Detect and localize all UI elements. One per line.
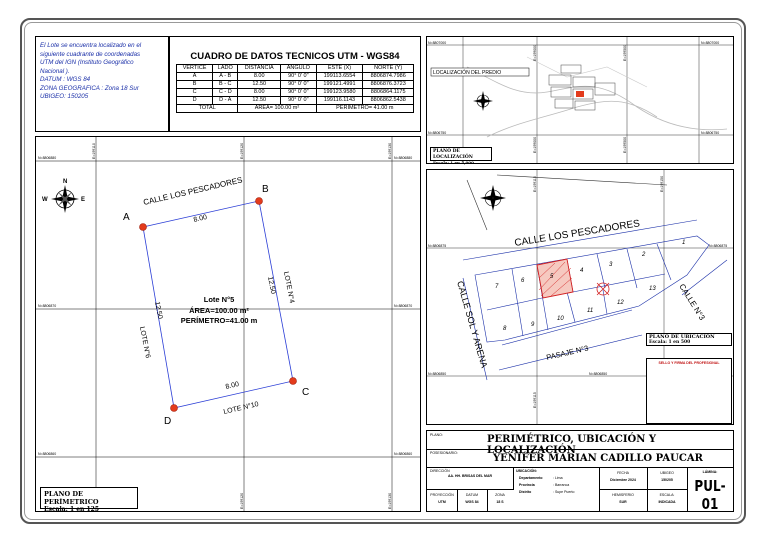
proy-value: UTM [438, 500, 446, 504]
hemi-cell [599, 489, 648, 511]
title-block [426, 430, 734, 512]
grid-label: N=8806870 [38, 304, 57, 308]
table-cell: 12.50 [238, 97, 281, 105]
table-cell: 90° 0' 0" [281, 73, 317, 81]
grid-label: E=199000 [533, 44, 537, 61]
table-cell: D - A [213, 97, 238, 105]
table-cell: 90° 0' 0" [281, 89, 317, 97]
perimeter-plan-panel [35, 136, 421, 512]
table-cell: 90° 0' 0" [281, 81, 317, 89]
lot-number: 12 [617, 300, 624, 306]
table-cell: 8806864.1175 [363, 89, 414, 97]
lot-polygon [143, 201, 293, 408]
grid-label: E=199150 [660, 175, 664, 192]
highlighted-lot [537, 259, 573, 298]
ubicacion-north-arrow-icon [480, 185, 506, 211]
header-cell: NORTE (Y) [363, 65, 414, 73]
grid-label: E=199130 [388, 142, 392, 159]
ubigeo-label: UBIGEO [660, 471, 674, 475]
table-cell: A [177, 73, 213, 81]
lot-number: 7 [495, 284, 499, 290]
table-cell: 199113.6554 [316, 73, 363, 81]
lot-number: 13 [649, 286, 656, 292]
dep-value: : Lima [553, 476, 563, 480]
plano-value: PERIMÉTRICO, UBICACIÓN Y LOCALIZACIÓN [487, 434, 656, 456]
grid-label: E=199000 [533, 136, 537, 153]
prov-value: : Barranca [553, 483, 570, 487]
table-cell: 199116.1143 [316, 97, 363, 105]
header-cell: ESTE (X) [316, 65, 363, 73]
grid-label: E=199115 [533, 176, 537, 192]
table-row [177, 73, 414, 81]
zona-label: ZONA [495, 493, 505, 497]
location-north-arrow-icon [473, 91, 493, 111]
fecha-value: Diciembre 2024 [610, 478, 636, 482]
ubigeo-value: 150205 [661, 478, 673, 482]
utm-table [176, 64, 414, 113]
grid-label: E=199500 [623, 44, 627, 61]
data-table-panel [169, 36, 421, 132]
lot-number: 1 [682, 240, 686, 246]
target-marker-icon [597, 283, 609, 295]
table-row [177, 81, 414, 89]
perimeter-plan-title-box [40, 487, 138, 513]
ubicacion-plan-panel [426, 169, 734, 425]
grid-label: N=8806860 [394, 452, 413, 456]
grid-label: E=199130 [388, 492, 392, 509]
prov-label: Provincia [519, 483, 535, 487]
header-cell: ANGULO [281, 65, 317, 73]
datum-cell [457, 489, 488, 511]
grid-label: N=8806850 [428, 372, 447, 376]
dep-label: Departamento [519, 476, 543, 480]
vertex-label: D [164, 416, 172, 427]
vertex-d-marker [171, 405, 178, 412]
dist-label: Distrito [519, 490, 532, 494]
direccion-value: AA. HH. BRISAS DEL MAR [447, 474, 493, 478]
table-cell: A - B [213, 73, 238, 81]
grid-label: N=8806860 [38, 452, 57, 456]
plano-label: PLANO: [430, 433, 443, 437]
north-arrow-icon [42, 179, 85, 213]
perimeter-plan-title: PLANO DE PERÍMETRICO [44, 490, 99, 506]
direccion-label: DIRECCIÓN [430, 469, 450, 473]
street-label: CALLE LOS PESCADORES [142, 175, 244, 207]
grid-label: N=8806870 [394, 304, 413, 308]
distance-label: 12.50 [266, 276, 277, 295]
grid-label: E=199500 [623, 136, 627, 153]
west-label: W [42, 197, 48, 203]
location-plan-drawing [427, 37, 733, 163]
distance-label: 12.50 [153, 301, 164, 320]
direccion-cell [427, 467, 514, 490]
vertex-label: A [123, 212, 130, 223]
north-label: N [63, 179, 68, 185]
fecha-label: FECHA [617, 471, 629, 475]
signature-label: SELLO Y FIRMA DEL PROFESIONAL [658, 361, 720, 365]
lot-number: 6 [521, 278, 525, 284]
note-line: DATUM : WGS 84 [40, 76, 91, 83]
location-label: LOCALIZACIÓN DEL PREDIO [433, 70, 502, 76]
table-cell: 8806876.3723 [363, 81, 414, 89]
table-cell: 8.00 [238, 73, 281, 81]
ubicacion-plan-scale: Escala: 1 en 500 [649, 340, 691, 345]
lot-area: ÁREA=100.00 m² [189, 306, 249, 315]
grid-label: E=199110 [92, 143, 96, 159]
table-header-row [177, 65, 414, 73]
table-cell: 199121.4991 [316, 81, 363, 89]
lot-number: 5 [550, 274, 554, 280]
street-label: CALLE N°3 [677, 282, 707, 322]
table-cell: 12.50 [238, 81, 281, 89]
proy-label: PROYECCIÓN [430, 493, 454, 497]
table-row [177, 97, 414, 105]
street-label: CALLE LOS PESCADORES [513, 218, 641, 249]
ubicacion-plan-title-box [646, 333, 732, 346]
location-plan-title-box [430, 147, 492, 165]
location-marker [576, 91, 584, 97]
escala-label: ESCALA: [659, 493, 675, 497]
datum-value: WGS 84 [465, 500, 479, 504]
vertex-b-marker [256, 198, 263, 205]
grid-label: N=8806850 [589, 372, 608, 376]
vertex-a-marker [140, 224, 147, 231]
grid-label: N=8806750 [701, 131, 720, 135]
passage-label: PASAJE N°3 [545, 343, 590, 362]
header-cell: DISTANCIA [238, 65, 281, 73]
note-line: UTM del IGN (Instituto Geográfico [40, 59, 134, 66]
hemi-value: SUR [619, 500, 627, 504]
total-perimeter: PERIMETRO= 41.00 m [316, 105, 413, 113]
ubicacion-plan-title: PLANO DE UBICACIÓN [649, 334, 715, 340]
table-row [177, 89, 414, 97]
side-label: LOTE N°4 [282, 271, 296, 304]
location-plan-panel [426, 36, 734, 164]
lot-number: 3 [609, 262, 613, 268]
zona-cell [487, 489, 513, 511]
table-title: CUADRO DE DATOS TECNICOS UTM - WGS84 [190, 51, 400, 62]
distance-label: 8.00 [224, 381, 240, 391]
table-cell: C - D [213, 89, 238, 97]
grid-label: N=8806875 [428, 244, 447, 248]
owner-value: YENIFER MARIAN CADILLO PAUCAR [493, 453, 703, 464]
note-line: El Lote se encuentra localizado en el [40, 42, 142, 49]
perimeter-plan-drawing [36, 137, 420, 511]
grid-label: E=199120 [240, 142, 244, 159]
escala-value: INDICADA [658, 500, 676, 504]
note-line: ZONA GEOGRAFICA : Zona 18 Sur [40, 84, 139, 92]
grid-label: N=8807000 [701, 41, 720, 45]
grid-label: N=8806875 [709, 244, 728, 248]
lot-number: 4 [580, 268, 584, 274]
lamina-value: PUL-01 [694, 477, 726, 513]
location-blocks [549, 65, 615, 110]
table-total-row [177, 105, 414, 113]
lot-number: 9 [531, 322, 535, 328]
ubigeo-cell [647, 467, 688, 490]
vertex-label: B [262, 184, 269, 195]
dist-value: : Supe Puerto [553, 490, 575, 494]
vertex-c-marker [290, 378, 297, 385]
table-cell: B - C [213, 81, 238, 89]
header-cell: VERTICE [177, 65, 213, 73]
table-cell: 199123.9580 [316, 89, 363, 97]
ubicacion-cell [513, 467, 600, 511]
signature-box [646, 358, 732, 424]
location-plan-title: PLANO DE LOCALIZACIÓN [433, 149, 473, 160]
datum-label: DATUM [465, 493, 479, 497]
escala-cell [647, 489, 688, 511]
distance-label: 8.00 [192, 214, 208, 224]
table-cell: C [177, 89, 213, 97]
fecha-cell [599, 467, 648, 490]
owner-label: POSESIONARIO: [430, 451, 458, 455]
note-line: Nacional ). [40, 67, 70, 75]
total-label: TOTAL [177, 105, 238, 113]
perimeter-plan-scale: Escala: 1 en 125 [44, 506, 100, 513]
location-plan-scale: Escala: 1 en 5,000 [433, 160, 474, 165]
note-panel [35, 36, 169, 132]
note-line: UBIGEO: 150205 [40, 93, 89, 100]
table-cell: 8806874.7986 [363, 73, 414, 81]
lot-number: 10 [557, 316, 564, 322]
zona-value: 18 S [496, 500, 504, 504]
lot-number: 2 [642, 252, 646, 258]
lamina-label: LÁMINA: [702, 470, 718, 474]
lot-number: 11 [587, 308, 594, 314]
ubicacion-label: UBICACIÓN: [516, 469, 537, 473]
table-cell: D [177, 97, 213, 105]
side-label: LOTE N°10 [222, 401, 260, 416]
grid-label: N=8806880 [394, 156, 413, 160]
table-cell: 8.00 [238, 89, 281, 97]
vertex-label: C [302, 387, 310, 398]
grid-label: E=199115 [533, 392, 537, 408]
grid-label: N=8806750 [428, 131, 447, 135]
owner-row [427, 449, 733, 468]
grid-label: E=199120 [240, 492, 244, 509]
table-cell: B [177, 81, 213, 89]
note-line: siguiente cuadrante de coordenadas [40, 50, 141, 58]
table-cell: 8806862.5438 [363, 97, 414, 105]
lamina-cell [687, 467, 733, 511]
grid-label: N=8807000 [428, 41, 447, 45]
street-label: CALLE SOL Y ARENA [455, 279, 490, 369]
table-cell: 90° 0' 0" [281, 97, 317, 105]
east-label: E [81, 197, 86, 203]
lot-number: 8 [503, 326, 507, 332]
proy-cell [427, 489, 458, 511]
lot-perimeter: PERÍMETRO=41.00 m [180, 316, 258, 325]
lot-title: Lote N°5 [203, 295, 235, 304]
hemi-label: HEMISFERIO [612, 493, 634, 497]
grid-label: N=8806880 [38, 156, 57, 160]
total-area: ÁREA= 100.00 m² [238, 105, 316, 113]
header-cell: LADO [213, 65, 238, 73]
side-label: LOTE N°6 [138, 326, 152, 359]
